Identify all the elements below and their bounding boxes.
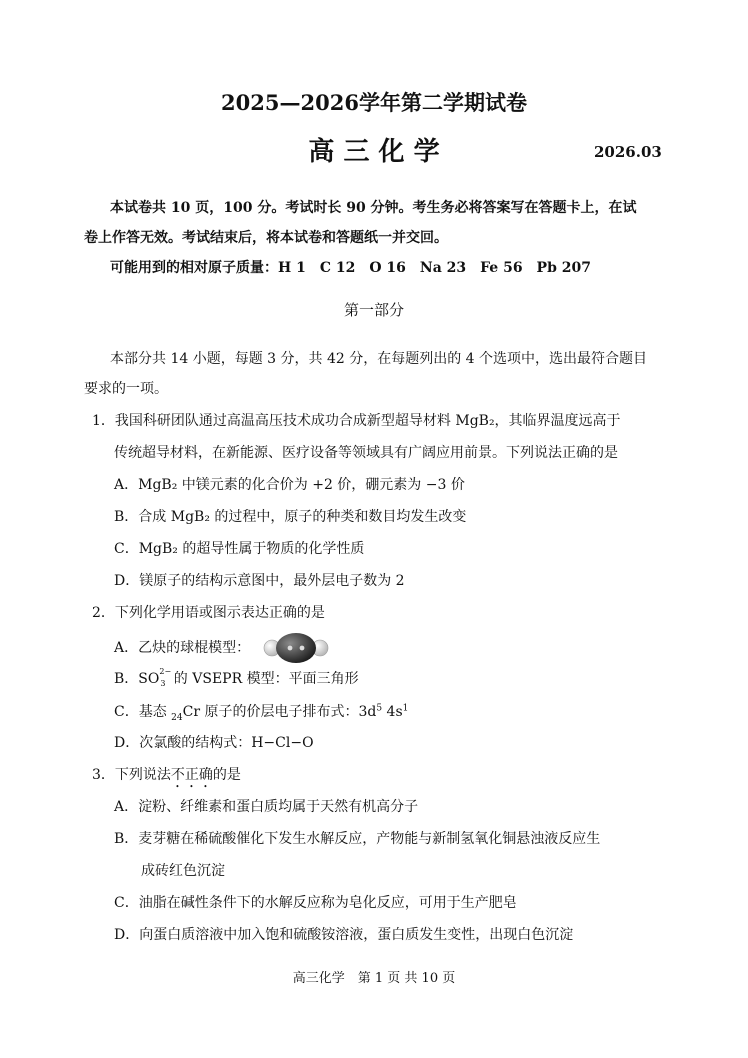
exam-date: 2026.03 — [594, 143, 662, 161]
q2-option-a — [114, 631, 329, 665]
section-intro-line1: 本部分共 14 小题，每题 3 分，共 42 分，在每题列出的 4 个选项中，选出最符合题目 — [110, 351, 648, 367]
acetylene-ball-model-image — [263, 631, 329, 665]
q3-stem: 3．下列说法不正确的是 — [92, 767, 241, 783]
q1-option-d: D．镁原子的结构示意图中，最外层电子数为 2 — [114, 573, 405, 589]
q3-option-b-line2: 成砖红色沉淀 — [141, 863, 225, 879]
section-intro-line2: 要求的一项。 — [84, 381, 168, 397]
q2-stem: 2．下列化学用语或图示表达正确的是 — [92, 605, 325, 621]
q2-option-b: B．SO 2− 3 的 VSEPR 模型：平面三角形 — [114, 667, 359, 688]
q3-emphasis: 不正确 — [170, 767, 213, 783]
atomic-mass-line: 可能用到的相对原子质量：H 1 C 12 O 16 Na 23 Fe 56 Pb 207 — [110, 260, 591, 276]
q1-option-a: A．MgB₂ 中镁元素的化合价为 +2 价，硼元素为 −3 价 — [114, 477, 465, 493]
instructions-line1: 本试卷共 10 页，100 分。考试时长 90 分钟。考生务必将答案写在答题卡上，在试 — [110, 200, 637, 216]
q3-option-d: D．向蛋白质溶液中加入饱和硫酸铵溶液，蛋白质发生变性，出现白色沉淀 — [114, 927, 574, 943]
section-title: 第一部分 — [343, 301, 404, 319]
exam-title: 2025—2026学年第二学期试卷 — [221, 90, 527, 115]
q1-stem-line2: 传统超导材料，在新能源、医疗设备等领域具有广阔应用前景。下列说法正确的是 — [114, 445, 618, 461]
instructions-line2: 卷上作答无效。考试结束后，将本试卷和答题纸一并交回。 — [84, 230, 448, 246]
q1-option-c: C．MgB₂ 的超导性属于物质的化学性质 — [114, 541, 365, 557]
q2-option-c: C．基态 $_{24}$Cr 原子的价层电子排布式：$3d^5$ $4s^1$ — [114, 703, 409, 723]
q3-option-c: C．油脂在碱性条件下的水解反应称为皂化反应，可用于生产肥皂 — [114, 895, 517, 911]
q1-option-b: B．合成 MgB₂ 的过程中，原子的种类和数目均发生改变 — [114, 509, 467, 525]
q2-option-a-label: A．乙炔的球棍模型： — [114, 640, 251, 656]
q1-stem-line1: 1．我国科研团队通过高温高压技术成功合成新型超导材料 MgB₂，其临界温度远高于 — [92, 413, 621, 429]
q3-option-a: A．淀粉、纤维素和蛋白质均属于天然有机高分子 — [114, 799, 419, 815]
q2-option-d: D．次氯酸的结构式：H−Cl−O — [114, 735, 314, 751]
q3-option-b-line1: B．麦芽糖在稀硫酸催化下发生水解反应，产物能与新制氢氧化铜悬浊液反应生 — [114, 831, 601, 847]
page-footer: 高三化学 第 1 页 共 10 页 — [292, 971, 456, 986]
subject-title: 高 三 化 学 — [308, 137, 440, 167]
